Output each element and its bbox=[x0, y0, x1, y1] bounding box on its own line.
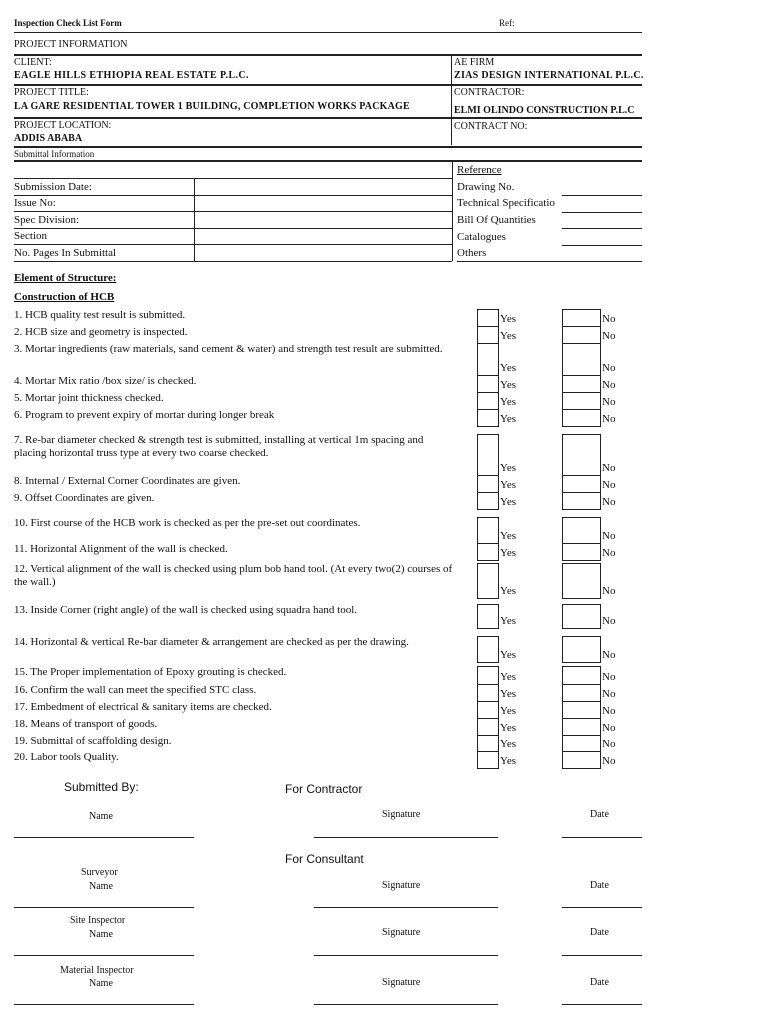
yes-checkbox[interactable] bbox=[477, 375, 499, 393]
checklist-item-text: 15. The Proper implementation of Epoxy grouting is checked. bbox=[14, 666, 287, 678]
yes-checkbox[interactable] bbox=[477, 392, 499, 410]
no-label: No bbox=[602, 313, 616, 325]
checklist-item-text: 16. Confirm the wall can meet the specified STC class. bbox=[14, 684, 257, 696]
site-inspector-name-label: Name bbox=[89, 929, 113, 940]
checklist-item-text: 18. Means of transport of goods. bbox=[14, 718, 158, 730]
yes-checkbox[interactable] bbox=[477, 666, 499, 685]
submission-date-label: Submission Date: bbox=[14, 181, 92, 193]
yes-label: Yes bbox=[500, 496, 517, 508]
yes-checkbox[interactable] bbox=[477, 684, 499, 702]
yes-checkbox[interactable] bbox=[477, 735, 499, 752]
checklist-item-text: 7. Re-bar diameter checked & strength test is submitted, installing at vertical 1m spacing and placing horizontal truss type at every two coarse checked. bbox=[14, 434, 424, 459]
no-label: No bbox=[602, 738, 616, 750]
name-line[interactable] bbox=[14, 1004, 194, 1005]
checklist-item-text: 13. Inside Corner (right angle) of the wall is checked using squadra hand tool. bbox=[14, 604, 358, 616]
yes-checkbox[interactable] bbox=[477, 343, 499, 376]
project-title-value: LA GARE RESIDENTIAL TOWER 1 BUILDING, COMPLETION WORKS PACKAGE bbox=[14, 101, 410, 112]
no-checkbox[interactable] bbox=[562, 492, 601, 510]
name-line[interactable] bbox=[14, 955, 194, 956]
yes-label: Yes bbox=[500, 649, 517, 661]
yes-label: Yes bbox=[500, 362, 517, 374]
no-checkbox[interactable] bbox=[562, 309, 601, 327]
issue-no-label: Issue No: bbox=[14, 197, 56, 209]
material-inspector-date-label: Date bbox=[590, 977, 609, 988]
checklist-item-text: 6. Program to prevent expiry of mortar during longer break bbox=[14, 409, 275, 421]
section-label: Section bbox=[14, 230, 47, 242]
checklist-item-text: 3. Mortar ingredients (raw materials, sand cement & water) and strength test result are submitted. bbox=[14, 343, 443, 355]
for-consultant-label: For Consultant bbox=[285, 852, 364, 866]
checklist-item-text: 5. Mortar joint thickness checked. bbox=[14, 392, 164, 404]
table-line bbox=[14, 261, 452, 262]
yes-checkbox[interactable] bbox=[477, 718, 499, 736]
no-checkbox[interactable] bbox=[562, 392, 601, 410]
no-checkbox[interactable] bbox=[562, 543, 601, 561]
submission-date-field[interactable] bbox=[195, 179, 452, 195]
divider bbox=[14, 160, 642, 162]
checklist-item-text: 10. First course of the HCB work is checked as per the pre-set out coordinates. bbox=[14, 517, 361, 529]
contractor-date-label: Date bbox=[590, 809, 609, 820]
no-label: No bbox=[602, 462, 616, 474]
no-checkbox[interactable] bbox=[562, 718, 601, 736]
submitted-by-label: Submitted By: bbox=[64, 780, 139, 794]
column-divider bbox=[451, 55, 452, 145]
yes-checkbox[interactable] bbox=[477, 309, 499, 327]
yes-label: Yes bbox=[500, 585, 517, 597]
for-contractor-label: For Contractor bbox=[285, 782, 363, 796]
reference-bill-of-quantities: Bill Of Quantities bbox=[457, 214, 536, 226]
no-label: No bbox=[602, 379, 616, 391]
yes-label: Yes bbox=[500, 705, 517, 717]
contractor-name-label: Name bbox=[89, 811, 113, 822]
client-label: CLIENT: bbox=[14, 57, 52, 68]
reference-drawing-no: Drawing No. bbox=[457, 181, 515, 193]
project-title-label: PROJECT TITLE: bbox=[14, 87, 89, 98]
yes-checkbox[interactable] bbox=[477, 636, 499, 663]
no-label: No bbox=[602, 362, 616, 374]
divider bbox=[14, 32, 642, 33]
site-inspector-label: Site Inspector bbox=[70, 915, 126, 926]
section-field[interactable] bbox=[195, 229, 452, 244]
checklist-item-text: 1. HCB quality test result is submitted. bbox=[14, 309, 186, 321]
no-label: No bbox=[602, 330, 616, 342]
surveyor-signature-label: Signature bbox=[382, 880, 421, 891]
reference-catalogues: Catalogues bbox=[457, 231, 506, 243]
spec-division-field[interactable] bbox=[195, 212, 452, 228]
yes-checkbox[interactable] bbox=[477, 517, 499, 544]
no-label: No bbox=[602, 547, 616, 559]
no-checkbox[interactable] bbox=[562, 326, 601, 344]
no-label: No bbox=[602, 396, 616, 408]
material-inspector-name-label: Name bbox=[89, 978, 113, 989]
no-checkbox[interactable] bbox=[562, 636, 601, 663]
contract-no-label: CONTRACT NO: bbox=[454, 121, 528, 132]
ae-firm-value: ZIAS DESIGN INTERNATIONAL P.L.C. bbox=[454, 70, 644, 81]
project-location-label: PROJECT LOCATION: bbox=[14, 120, 112, 131]
yes-label: Yes bbox=[500, 738, 517, 750]
yes-label: Yes bbox=[500, 671, 517, 683]
yes-checkbox[interactable] bbox=[477, 326, 499, 344]
no-label: No bbox=[602, 671, 616, 683]
no-label: No bbox=[602, 585, 616, 597]
no-checkbox[interactable] bbox=[562, 434, 601, 476]
checklist-item-text: 17. Embedment of electrical & sanitary items are checked. bbox=[14, 701, 272, 713]
reference-heading: Reference bbox=[457, 164, 502, 176]
date-line[interactable] bbox=[562, 1004, 642, 1005]
yes-label: Yes bbox=[500, 547, 517, 559]
reference-line bbox=[562, 195, 642, 196]
yes-label: Yes bbox=[500, 413, 517, 425]
date-line[interactable] bbox=[562, 907, 642, 908]
checklist-item-text: 9. Offset Coordinates are given. bbox=[14, 492, 155, 504]
contractor-signature-label: Signature bbox=[382, 809, 421, 820]
contractor-label: CONTRACTOR: bbox=[454, 87, 525, 98]
divider bbox=[14, 117, 642, 119]
checklist-item-text: 14. Horizontal & vertical Re-bar diameter & arrangement are checked as per the drawing. bbox=[14, 636, 409, 648]
no-checkbox[interactable] bbox=[562, 701, 601, 719]
date-line[interactable] bbox=[562, 955, 642, 956]
ae-firm-label: AE FIRM bbox=[454, 57, 495, 68]
no-checkbox[interactable] bbox=[562, 684, 601, 702]
yes-checkbox[interactable] bbox=[477, 409, 499, 427]
yes-label: Yes bbox=[500, 330, 517, 342]
material-inspector-signature-label: Signature bbox=[382, 977, 421, 988]
ref-label: Ref: bbox=[499, 18, 515, 28]
reference-line bbox=[457, 261, 642, 262]
no-checkbox[interactable] bbox=[562, 375, 601, 393]
surveyor-date-label: Date bbox=[590, 880, 609, 891]
yes-checkbox[interactable] bbox=[477, 751, 499, 769]
material-inspector-label: Material Inspector bbox=[60, 965, 134, 976]
yes-checkbox[interactable] bbox=[477, 604, 499, 629]
yes-label: Yes bbox=[500, 462, 517, 474]
no-label: No bbox=[602, 479, 616, 491]
surveyor-label: Surveyor bbox=[81, 867, 118, 878]
table-line bbox=[452, 161, 453, 261]
yes-label: Yes bbox=[500, 530, 517, 542]
yes-label: Yes bbox=[500, 479, 517, 491]
signature-line[interactable] bbox=[314, 955, 498, 956]
site-inspector-date-label: Date bbox=[590, 927, 609, 938]
checklist-item-text: 2. HCB size and geometry is inspected. bbox=[14, 326, 188, 338]
signature-line[interactable] bbox=[314, 837, 498, 838]
reference-others: Others bbox=[457, 247, 487, 259]
yes-label: Yes bbox=[500, 396, 517, 408]
yes-checkbox[interactable] bbox=[477, 563, 499, 599]
no-label: No bbox=[602, 688, 616, 700]
site-inspector-signature-label: Signature bbox=[382, 927, 421, 938]
yes-checkbox[interactable] bbox=[477, 543, 499, 561]
reference-technical-spec: Technical Specificatio bbox=[457, 197, 555, 209]
no-label: No bbox=[602, 413, 616, 425]
no-checkbox[interactable] bbox=[562, 343, 601, 376]
yes-checkbox[interactable] bbox=[477, 492, 499, 510]
no-label: No bbox=[602, 496, 616, 508]
form-title: Inspection Check List Form bbox=[14, 18, 122, 28]
submittal-information-heading: Submittal Information bbox=[14, 149, 95, 159]
no-label: No bbox=[602, 530, 616, 542]
no-label: No bbox=[602, 649, 616, 661]
client-value: EAGLE HILLS ETHIOPIA REAL ESTATE P.L.C. bbox=[14, 70, 249, 81]
checklist-item-text: 4. Mortar Mix ratio /box size/ is checked. bbox=[14, 375, 197, 387]
yes-label: Yes bbox=[500, 615, 517, 627]
no-checkbox[interactable] bbox=[562, 563, 601, 599]
name-line[interactable] bbox=[14, 837, 194, 838]
checklist-item-text: 12. Vertical alignment of the wall is checked using plum bob hand tool. (At every two(2) courses of the wall.) bbox=[14, 563, 453, 588]
yes-label: Yes bbox=[500, 313, 517, 325]
checklist-item-text: 8. Internal / External Corner Coordinates are given. bbox=[14, 475, 241, 487]
reference-line bbox=[562, 212, 642, 213]
project-location-value: ADDIS ABABA bbox=[14, 133, 83, 144]
yes-label: Yes bbox=[500, 379, 517, 391]
no-checkbox[interactable] bbox=[562, 409, 601, 427]
no-label: No bbox=[602, 722, 616, 734]
checklist-item-text: 11. Horizontal Alignment of the wall is checked. bbox=[14, 543, 228, 555]
name-line[interactable] bbox=[14, 907, 194, 908]
no-checkbox[interactable] bbox=[562, 475, 601, 493]
no-label: No bbox=[602, 705, 616, 717]
signature-line[interactable] bbox=[314, 1004, 498, 1005]
yes-label: Yes bbox=[500, 688, 517, 700]
contractor-value: ELMI OLINDO CONSTRUCTION P.L.C bbox=[454, 105, 635, 116]
surveyor-name-label: Name bbox=[89, 881, 113, 892]
checklist-item-text: 20. Labor tools Quality. bbox=[14, 751, 119, 763]
yes-checkbox[interactable] bbox=[477, 434, 499, 476]
no-checkbox[interactable] bbox=[562, 751, 601, 769]
issue-no-field[interactable] bbox=[195, 196, 452, 211]
pages-field[interactable] bbox=[195, 245, 452, 261]
element-of-structure-heading: Element of Structure: bbox=[14, 272, 117, 284]
signature-line[interactable] bbox=[314, 907, 498, 908]
reference-line bbox=[562, 228, 642, 229]
checklist-item-text: 19. Submittal of scaffolding design. bbox=[14, 735, 172, 747]
yes-checkbox[interactable] bbox=[477, 475, 499, 493]
no-checkbox[interactable] bbox=[562, 517, 601, 544]
spec-division-label: Spec Division: bbox=[14, 214, 80, 226]
yes-checkbox[interactable] bbox=[477, 701, 499, 719]
divider bbox=[14, 146, 642, 148]
project-information-heading: PROJECT INFORMATION bbox=[14, 39, 128, 50]
construction-of-hcb-heading: Construction of HCB bbox=[14, 291, 115, 303]
yes-label: Yes bbox=[500, 722, 517, 734]
no-checkbox[interactable] bbox=[562, 735, 601, 752]
no-checkbox[interactable] bbox=[562, 604, 601, 629]
no-label: No bbox=[602, 615, 616, 627]
no-label: No bbox=[602, 755, 616, 767]
divider bbox=[14, 84, 642, 86]
pages-label: No. Pages In Submittal bbox=[14, 247, 117, 259]
divider bbox=[14, 54, 642, 56]
no-checkbox[interactable] bbox=[562, 666, 601, 685]
yes-label: Yes bbox=[500, 755, 517, 767]
date-line[interactable] bbox=[562, 837, 642, 838]
reference-line bbox=[562, 245, 642, 246]
